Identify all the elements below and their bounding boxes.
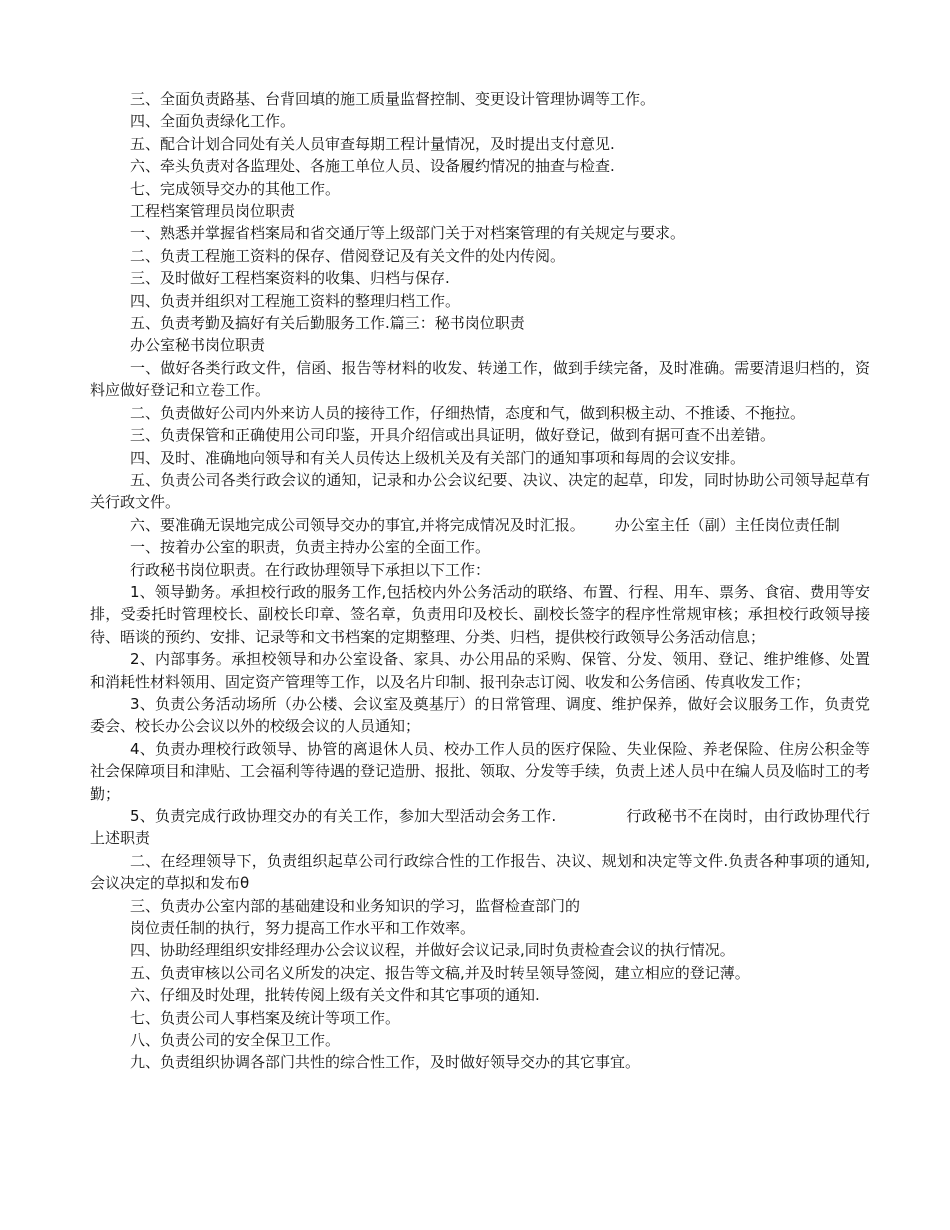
paragraph-text: 行政秘书不在岗时，由行政协理代行上述职责 <box>90 807 870 848</box>
paragraph-text: 六、要准确无误地完成公司领导交办的事宜,并将完成情况及时汇报。 <box>130 515 585 534</box>
text-line: 岗位责任制的执行，努力提高工作水平和工作效率。 <box>130 919 476 938</box>
text-line: 六、仔细及时处理，批转传阅上级有关文件和其它事项的通知. <box>130 986 540 1005</box>
text-line: 三、负责办公室内部的基础建设和业务知识的学习，监督检查部门的 <box>130 896 581 915</box>
text-line: 六、牵头负责对各监理处、各施工单位人员、设备履约情况的抽查与检查. <box>130 157 615 176</box>
text-line: 五、负责审核以公司名义所发的决定、报告等文稿,并及时转呈领导签阅，建立相应的登记薄。 <box>130 963 750 982</box>
document-body <box>90 88 870 1074</box>
list-item <box>90 805 870 850</box>
list-item: 2、内部事务。承担校领导和办公室设备、家具、办公用品的采购、保管、分发、领用、登记、维护维修、处置和消耗性材料领用、固定资产管理等工作，以及名片印制、报刊杂志订阅、收发和公务信函、传真收发工作； <box>90 650 870 691</box>
text-line: 一、按着办公室的职责，负责主持办公室的全面工作。 <box>130 538 491 557</box>
text-line: 四、全面负责绿化工作。 <box>130 112 296 131</box>
text-line: 七、完成领导交办的其他工作。 <box>130 179 341 198</box>
list-item: 3、负责公务活动场所（办公楼、会议室及奠基厅）的日常管理、调度、维护保养，做好会议服务工作，负责党委会、校长办公会议以外的校级会议的人员通知； <box>90 694 870 736</box>
list-item: 4、负责办理校行政领导、协管的离退休人员、校办工作人员的医疗保险、失业保险、养老保险、住房公积金等社会保障项目和津贴、工会福利等待遇的登记造册、报批、领取、分发等手续，负责上述人员中在编人员及临时工的考勤； <box>90 739 871 803</box>
text-line: 三、全面负责路基、台背回填的施工质量监督控制、变更设计管理协调等工作。 <box>130 90 656 108</box>
paragraph: 二、负责做好公司内外来访人员的接待工作，仔细热情，态度和气，做到积极主动、不推诿、不拖拉。 <box>130 403 806 422</box>
text-line: 八、负责公司的安全保卫工作。 <box>130 1031 341 1050</box>
paragraph: 五、负责公司各类行政会议的通知，记录和办公会议纪要、决议、决定的起草，印发，同时协助公司领导起草有关行政文件。 <box>90 470 870 512</box>
text-line: 行政秘书岗位职责。在行政协理领导下承担以下工作： <box>130 560 491 579</box>
text-line: 五、负责考勤及搞好有关后勤服务工作.篇三：秘书岗位职责 <box>130 314 525 333</box>
section-heading: 办公室秘书岗位职责 <box>130 336 266 355</box>
section-heading: 工程档案管理员岗位职责 <box>130 202 296 221</box>
list-item: 1、领导勤务。承担校行政的服务工作,包括校内外公务活动的联络、布置、行程、用车、票务、食宿、费用等安排，受委托时管理校长、副校长印章、签名章，负责用印及校长、副校长签字的程序性常规审核；承担校行政领导接待、晤谈的预约、安排、记录等和文书档案的定期整理、分类、归档，提供校行政领导公务活动信息； <box>90 582 870 646</box>
text-line: 二、负责工程施工资料的保存、借阅登记及有关文件的处内传阅。 <box>130 246 566 265</box>
text-line: 五、配合计划合同处有关人员审查每期工程计量情况，及时提出支付意见. <box>130 134 615 153</box>
text-line: 一、熟悉并掌握省档案局和省交通厅等上级部门关于对档案管理的有关规定与要求。 <box>130 224 686 243</box>
paragraph: 二、在经理领导下，负责组织起草公司行政综合性的工作报告、决议、规划和决定等文件.负责各种事项的通知,会议决定的草拟和发布θ <box>90 851 870 893</box>
paragraph: 一、做好各类行政文件，信函、报告等材料的收发、转递工作，做到手续完备，及时准确。需要清退归档的，资料应做好登记和立卷工作。 <box>90 358 870 400</box>
paragraph: 四、及时、准确地向领导和有关人员传达上级机关及有关部门的通知事项和每周的会议安排。 <box>130 448 746 467</box>
text-line: 四、协助经理组织安排经理办公会议议程，并做好会议记录,同时负责检查会议的执行情况。 <box>130 941 735 960</box>
text-line: 七、负责公司人事档案及统计等项工作。 <box>130 1008 401 1027</box>
section-heading: 办公室主任（副）主任岗位责任制 <box>614 515 840 534</box>
text-line: 九、负责组织协调各部门共性的综合性工作，及时做好领导交办的其它事宜。 <box>130 1053 641 1072</box>
paragraph-text: 5、负责完成行政协理交办的有关工作，参加大型活动会务工作. <box>130 807 557 825</box>
text-line: 三、及时做好工程档案资料的收集、归档与保存. <box>130 269 450 288</box>
paragraph: 三、负责保管和正确使用公司印鉴，开具介绍信或出具证明，做好登记，做到有据可查不出差错。 <box>130 426 776 445</box>
paragraph <box>90 514 870 536</box>
text-line: 四、负责并组织对工程施工资料的整理归档工作。 <box>130 291 461 310</box>
